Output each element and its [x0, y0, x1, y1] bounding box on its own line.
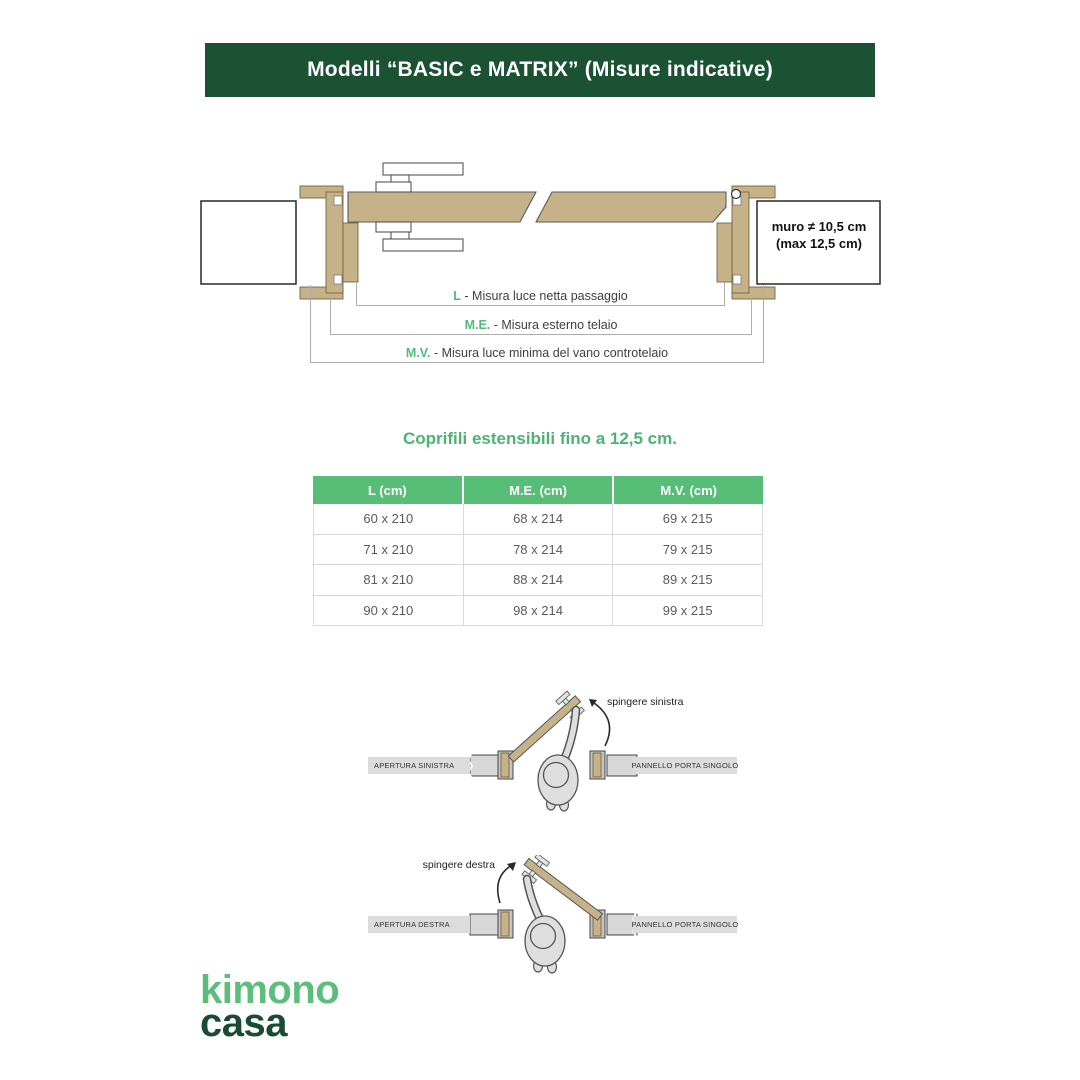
- label-pannello-porta: PANNELLO PORTA SINGOLO: [633, 757, 737, 774]
- dimension-me-text: - Misura esterno telaio: [490, 318, 618, 332]
- logo-line2: casa: [200, 1001, 287, 1045]
- table-row: [313, 535, 763, 566]
- table-header-row: [313, 476, 763, 504]
- opening-diagram-right: [360, 855, 760, 985]
- wall-segment: [470, 755, 498, 776]
- table-row: [313, 596, 763, 627]
- hinge-icon: [732, 190, 741, 199]
- table-cell: 60 x 210: [314, 504, 464, 534]
- person-figure: [525, 879, 565, 973]
- coprifili-subtitle: Coprifili estensibili fino a 12,5 cm.: [403, 429, 677, 448]
- table-cell: 98 x 214: [464, 596, 614, 626]
- table-row: [313, 565, 763, 596]
- push-direction-label: spingere destra: [422, 859, 495, 871]
- measurements-table: [313, 476, 763, 626]
- dimension-l: [356, 282, 725, 306]
- table-cell: 69 x 215: [613, 504, 763, 534]
- kimono-casa-logo: [200, 968, 340, 1045]
- dimension-l-text: - Misura luce netta passaggio: [460, 289, 628, 303]
- logo-line1: kimono: [200, 968, 340, 1012]
- dimension-mv-text: - Misura luce minima del vano controtelaio: [430, 346, 669, 360]
- door-slab: [348, 192, 726, 222]
- title-banner: [205, 43, 875, 97]
- table-cell: 90 x 210: [314, 596, 464, 626]
- table-header-me: M.E. (cm): [464, 476, 613, 504]
- table-cell: 71 x 210: [314, 535, 464, 565]
- page-title: Modelli “BASIC e MATRIX” (Misure indicative): [307, 58, 773, 81]
- table-cell: 78 x 214: [464, 535, 614, 565]
- wall-note-line1: muro ≠ 10,5 cm: [771, 219, 867, 234]
- wall-note-line2: (max 12,5 cm): [776, 235, 862, 251]
- table-cell: 81 x 210: [314, 565, 464, 595]
- table-cell: 99 x 215: [613, 596, 763, 626]
- left-wall: [201, 201, 296, 284]
- table-cell: 79 x 215: [613, 535, 763, 565]
- label-apertura-sinistra: APERTURA SINISTRA: [368, 757, 470, 774]
- table-cell: 68 x 214: [464, 504, 614, 534]
- wall-thickness-note: [758, 219, 880, 253]
- push-direction-label: spingere sinistra: [607, 696, 684, 708]
- table-row: [313, 504, 763, 535]
- push-arrow-icon: [498, 862, 516, 903]
- table-cell: 88 x 214: [464, 565, 614, 595]
- wall-segment: [470, 914, 498, 935]
- label-pannello-porta: PANNELLO PORTA SINGOLO: [633, 916, 737, 933]
- table-header-mv: M.V. (cm): [614, 476, 763, 504]
- table-cell: 89 x 215: [613, 565, 763, 595]
- table-header-l: L (cm): [313, 476, 462, 504]
- label-apertura-destra: APERTURA DESTRA: [368, 916, 470, 933]
- opening-diagram-left: [360, 688, 760, 828]
- dimension-l-prefix: L: [453, 289, 461, 303]
- dimension-me-prefix: M.E.: [464, 318, 491, 332]
- dimension-mv-prefix: M.V.: [405, 346, 431, 360]
- door-section-diagram: [195, 135, 885, 370]
